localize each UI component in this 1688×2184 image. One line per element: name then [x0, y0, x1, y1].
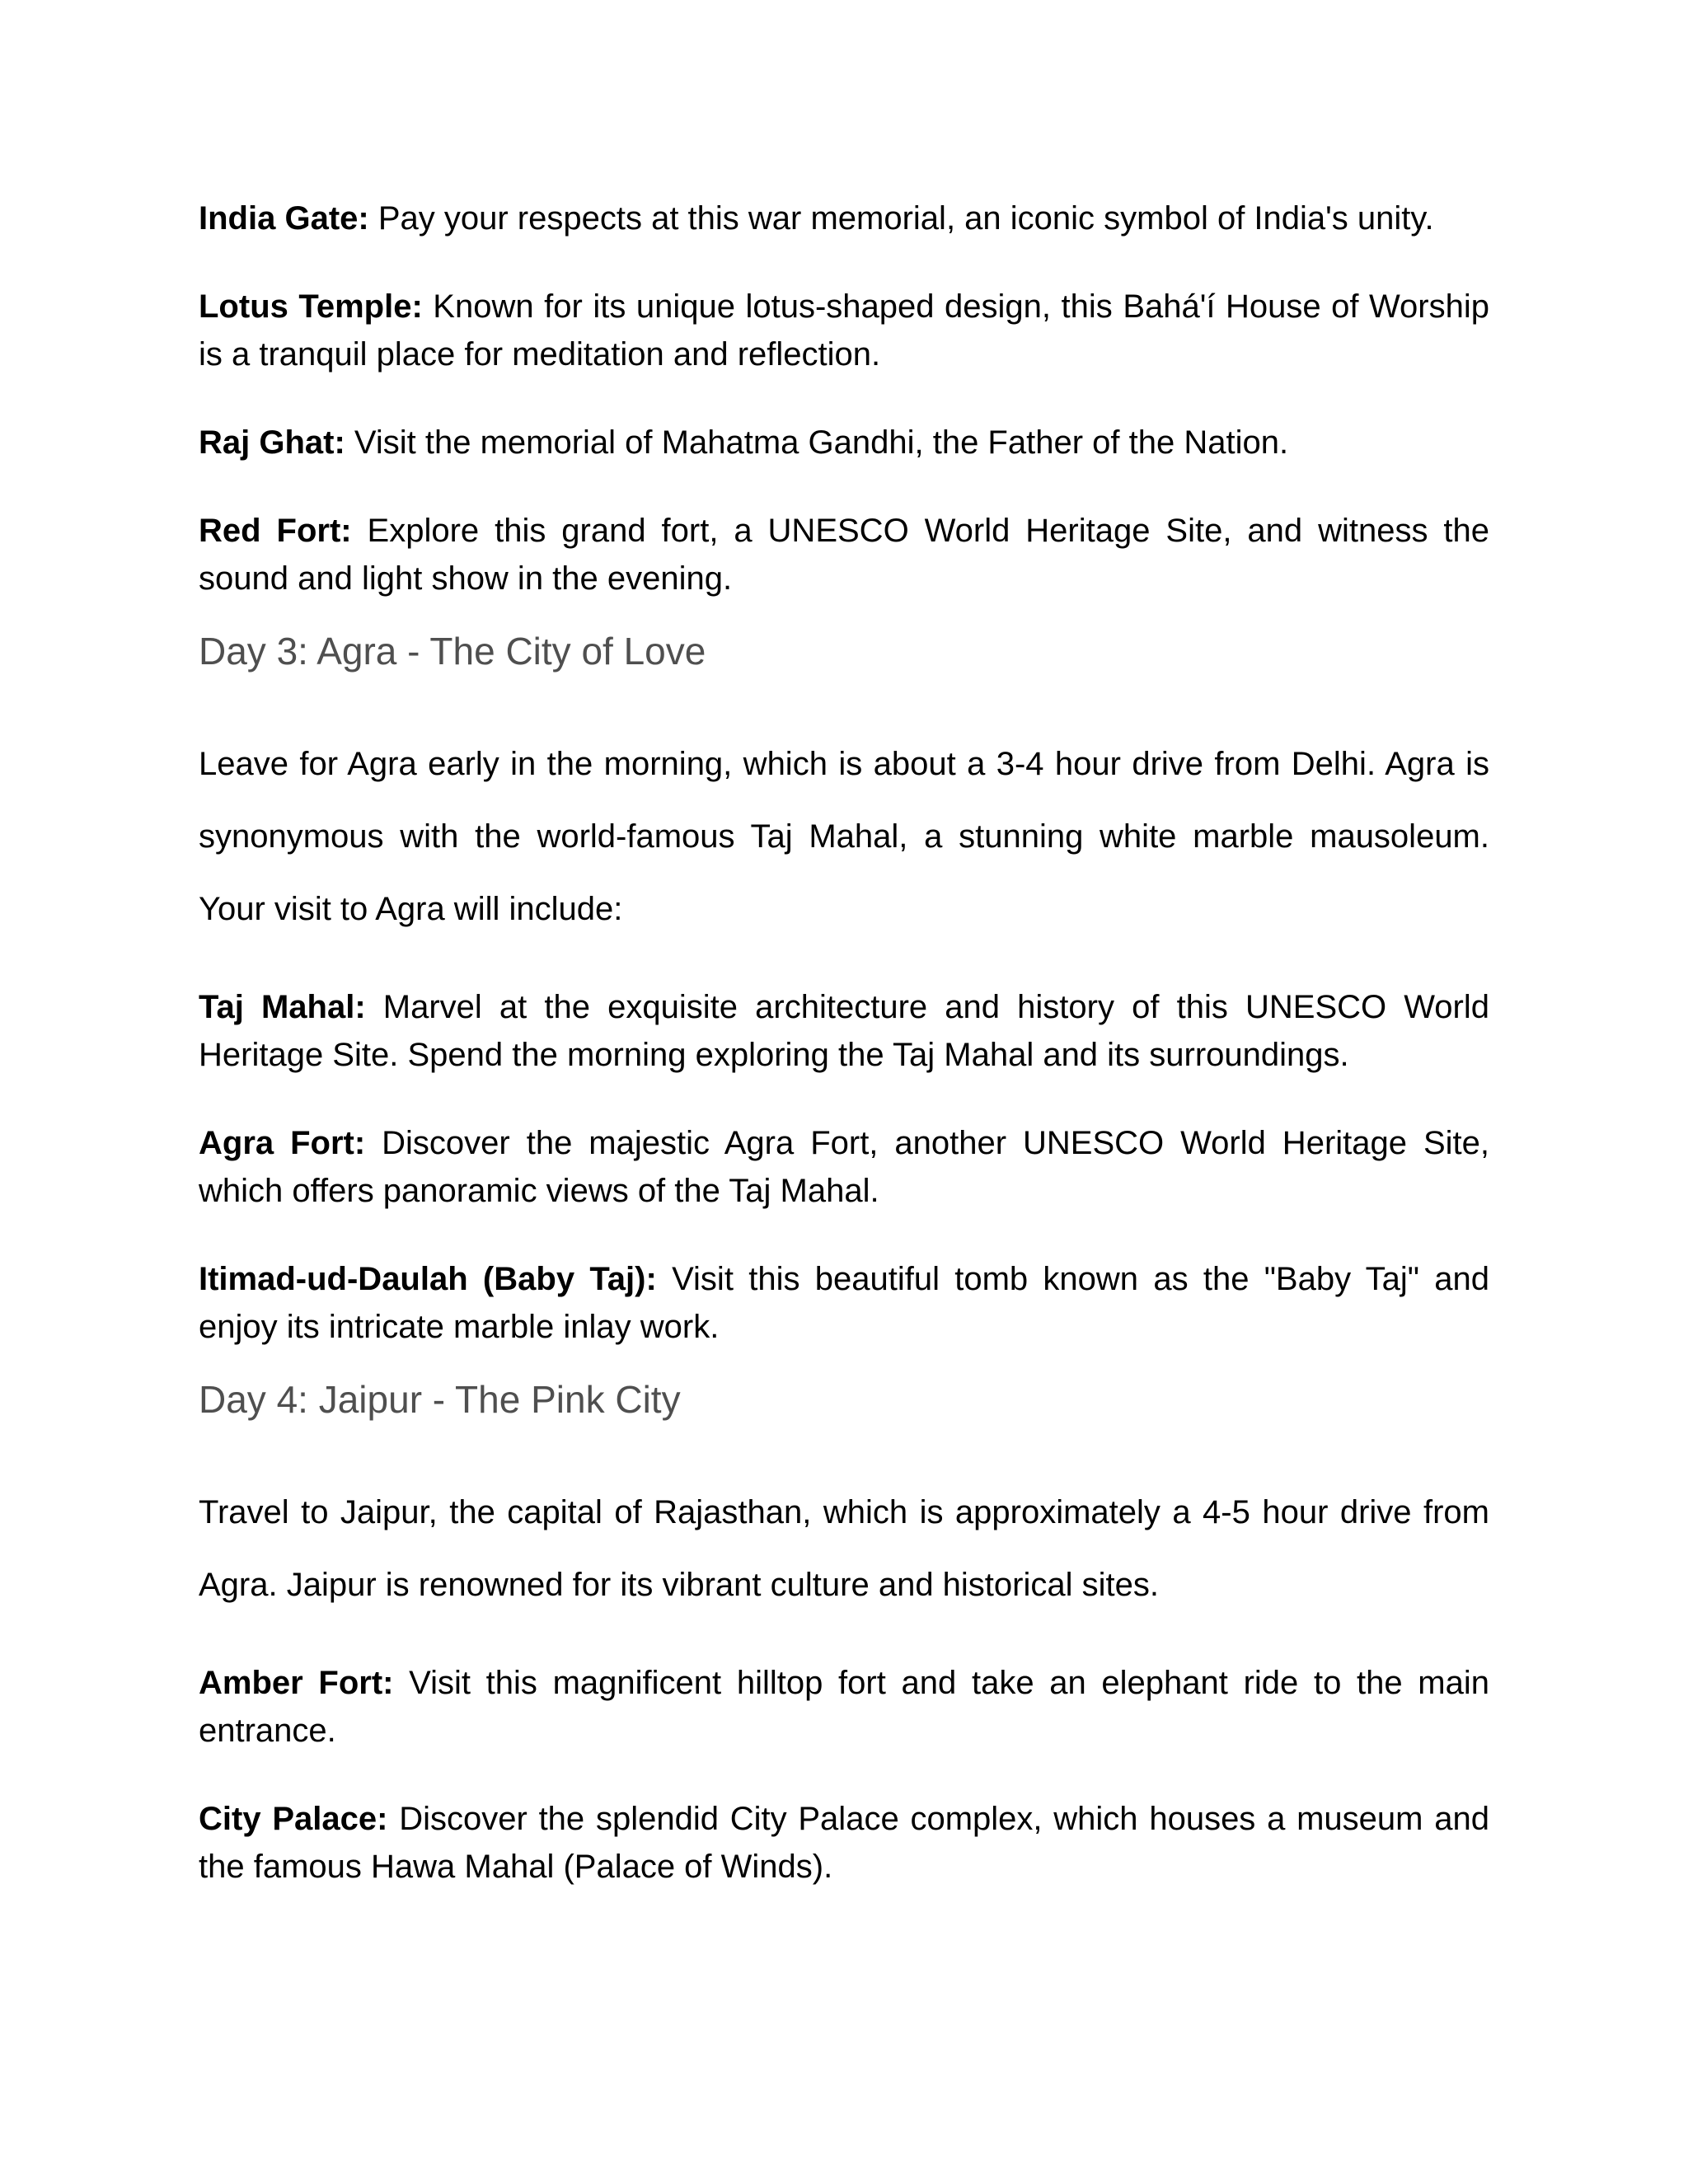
attraction-red-fort	[199, 507, 1489, 602]
spacer	[199, 677, 1489, 728]
attraction-india-gate	[199, 194, 1489, 242]
spacer	[199, 1621, 1489, 1659]
attraction-description: Discover the majestic Agra Fort, another UNESCO World Heritage Site, which offers panoramic views of the Taj Mahal.	[199, 1125, 1490, 1209]
day-4-heading: Day 4: Jaipur - The Pink City	[199, 1378, 681, 1421]
attraction-baby-taj	[199, 1255, 1489, 1351]
attraction-agra-fort	[199, 1119, 1489, 1215]
day-3-intro: Leave for Agra early in the morning, which is about a 3-4 hour drive from Delhi. Agra is synonymous with the world-famous Taj Mahal, a stunning white marble mausoleum. Your visit to Agra will include:	[199, 746, 1489, 927]
attraction-term: Itimad-ud-Daulah (Baby Taj):	[199, 1261, 657, 1297]
attraction-description: Pay your respects at this war memorial, an iconic symbol of India's unity.	[368, 200, 1434, 237]
day-3-heading: Day 3: Agra - The City of Love	[199, 630, 706, 673]
spacer	[199, 945, 1489, 983]
attraction-term: Red Fort:	[199, 513, 352, 549]
attraction-term: Agra Fort:	[199, 1125, 366, 1161]
attraction-term: Lotus Temple:	[199, 288, 423, 325]
attraction-description: Explore this grand fort, a UNESCO World Heritage Site, and witness the sound and light show in the evening.	[199, 513, 1489, 597]
document-content	[199, 194, 1489, 1931]
attraction-raj-ghat	[199, 419, 1489, 466]
attraction-term: City Palace:	[199, 1801, 388, 1837]
attraction-term: Amber Fort:	[199, 1665, 394, 1701]
attraction-description: Visit this magnificent hilltop fort and take an elephant ride to the main entrance.	[199, 1665, 1490, 1749]
attraction-city-palace	[199, 1795, 1489, 1891]
attraction-taj-mahal	[199, 983, 1489, 1079]
attraction-description: Known for its unique lotus-shaped design, this Bahá'í House of Worship is a tranquil place for meditation and reflection.	[199, 288, 1489, 373]
attraction-term: India Gate:	[199, 200, 369, 237]
day-4-intro: Travel to Jaipur, the capital of Rajasthan, which is approximately a 4-5 hour drive from Agra. Jaipur is renowned for its vibrant culture and historical sites.	[199, 1494, 1489, 1603]
attraction-description: Marvel at the exquisite architecture and history of this UNESCO World Heritage Site. Spend the morning exploring the Taj Mahal and its surroundings.	[199, 989, 1489, 1073]
attraction-description: Visit the memorial of Mahatma Gandhi, the Father of the Nation.	[345, 424, 1289, 461]
attraction-term: Taj Mahal:	[199, 989, 366, 1025]
spacer	[199, 1426, 1489, 1476]
attraction-description: Discover the splendid City Palace complex, which houses a museum and the famous Hawa Mahal (Palace of Winds).	[199, 1801, 1489, 1885]
attraction-description: Visit this beautiful tomb known as the "Baby Taj" and enjoy its intricate marble inlay work.	[199, 1261, 1490, 1345]
attraction-amber-fort	[199, 1659, 1489, 1755]
attraction-term: Raj Ghat:	[199, 424, 345, 461]
attraction-lotus-temple	[199, 283, 1489, 378]
